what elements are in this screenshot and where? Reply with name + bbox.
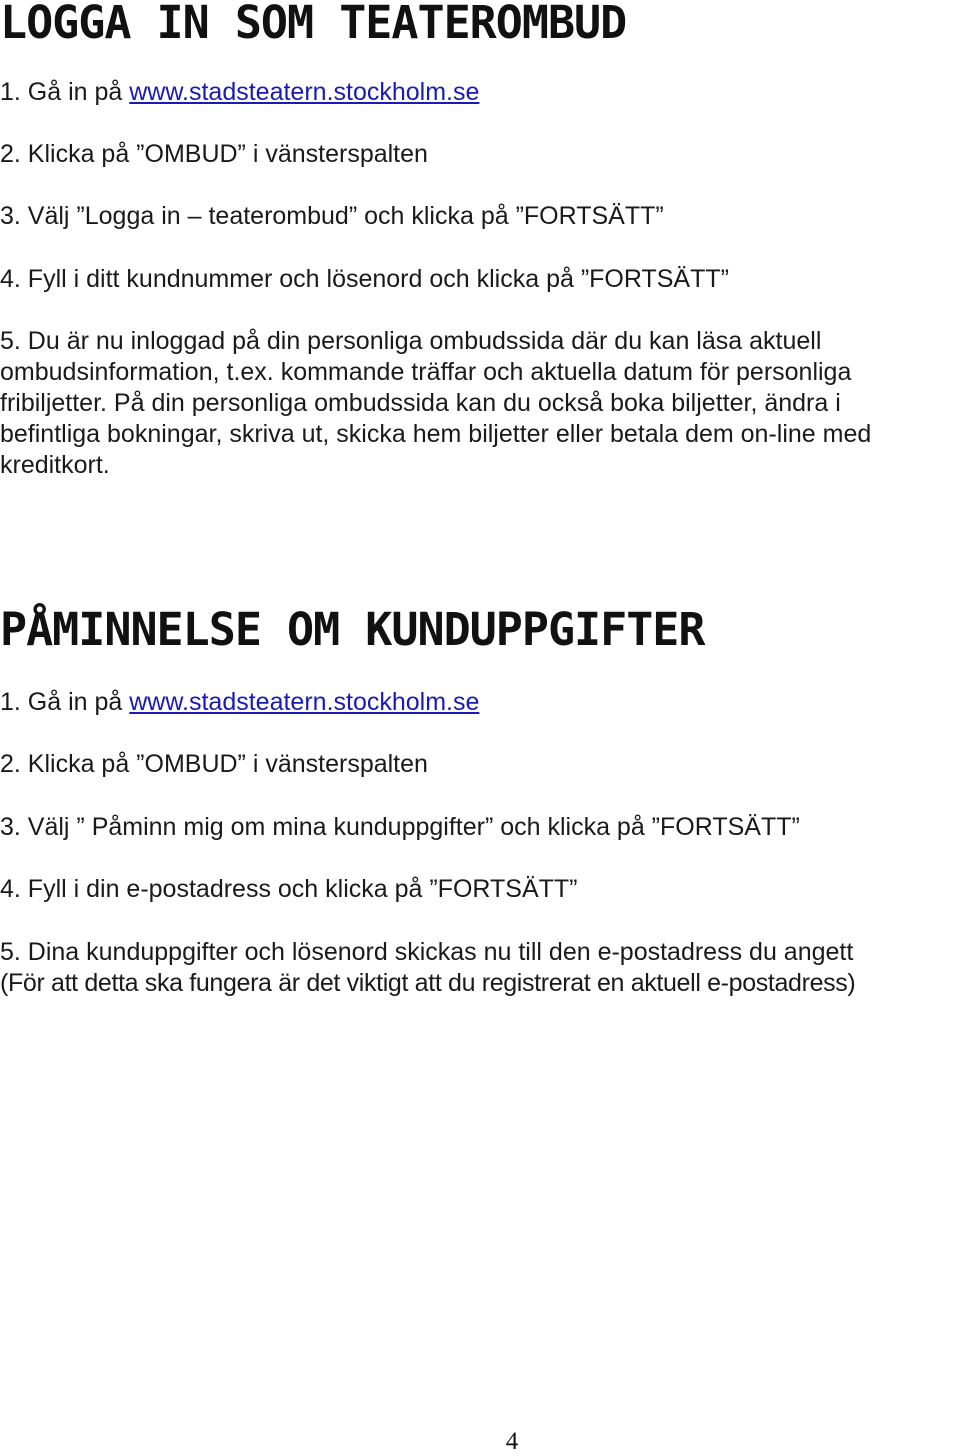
login-step-1-text: 1. Gå in på <box>0 78 130 106</box>
reminder-step-3: 3. Välj ” Påminn mig om mina kunduppgifter” och klicka på ”FORTSÄTT” <box>0 813 800 841</box>
login-step-5-line: befintliga bokningar, skriva ut, skicka hem biljetter eller betala dem on-line med <box>0 420 872 448</box>
website-link[interactable]: www.stadsteatern.stockholm.se <box>129 688 480 716</box>
reminder-step-1-text: 1. Gå in på <box>0 688 130 716</box>
page-number: 4 <box>505 1428 519 1455</box>
login-step-5-line: kreditkort. <box>0 451 110 479</box>
login-step-2: 2. Klicka på ”OMBUD” i vänsterspalten <box>0 140 428 168</box>
login-step-5 <box>0 326 955 481</box>
website-link[interactable]: www.stadsteatern.stockholm.se <box>129 78 480 106</box>
reminder-step-5 <box>0 937 960 999</box>
login-step-5-line: fribiljetter. På din personliga ombudssida kan du också boka biljetter, ändra i <box>0 389 841 417</box>
reminder-step-4: 4. Fyll i din e-postadress och klicka på ”FORTSÄTT” <box>0 875 578 903</box>
reminder-step-1 <box>0 687 479 718</box>
section-title-reminder: PÅMINNELSE OM KUNDUPPGIFTER <box>0 603 705 656</box>
login-step-3: 3. Välj ”Logga in – teaterombud” och klicka på ”FORTSÄTT” <box>0 202 664 230</box>
login-step-4: 4. Fyll i ditt kundnummer och lösenord och klicka på ”FORTSÄTT” <box>0 265 729 293</box>
reminder-step-5-line: 5. Dina kunduppgifter och lösenord skickas nu till den e-postadress du angett <box>0 938 854 966</box>
login-step-5-line: ombudsinformation, t.ex. kommande träffar och aktuella datum för personliga <box>0 358 852 386</box>
section-title-login: LOGGA IN SOM TEATEROMBUD <box>0 0 627 49</box>
login-step-5-line: 5. Du är nu inloggad på din personliga ombudssida där du kan läsa aktuell <box>0 327 822 355</box>
reminder-step-5-line: (För att detta ska fungera är det viktigt att du registrerat en aktuell e-postadress) <box>0 969 856 997</box>
login-step-1 <box>0 77 479 108</box>
reminder-step-2: 2. Klicka på ”OMBUD” i vänsterspalten <box>0 750 428 778</box>
